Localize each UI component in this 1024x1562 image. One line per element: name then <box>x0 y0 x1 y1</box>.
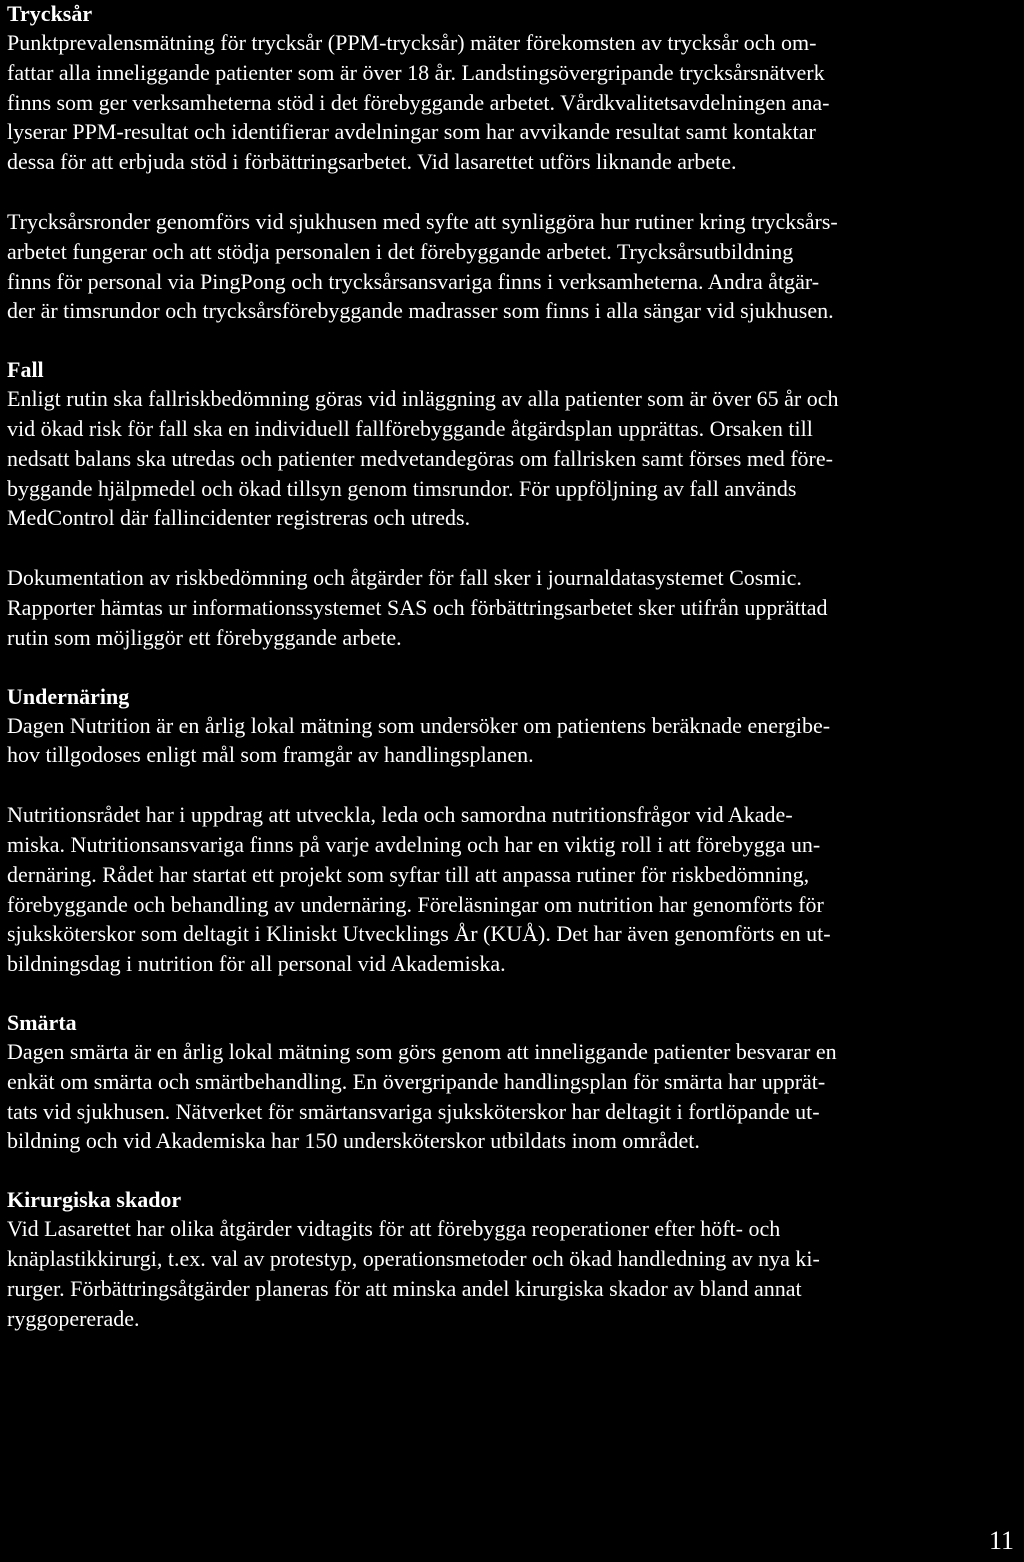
text-line: Dokumentation av riskbedömning och åtgärder för fall sker i journaldatasystemet Cosmic. <box>7 565 802 591</box>
section-kirurgiska-skador <box>7 1186 1021 1333</box>
text-line: Enligt rutin ska fallriskbedömning göras vid inläggning av alla patienter som är över 65 år och <box>7 386 839 412</box>
text-line: knäplastikkirurgi, t.ex. val av protestyp, operationsmetoder och ökad handledning av nya ki- <box>7 1245 820 1271</box>
text-line: Vid Lasarettet har olika åtgärder vidtagits för att förebygga reoperationer efter höft- och <box>7 1216 781 1242</box>
section-heading: Trycksår <box>7 1 93 26</box>
paragraph <box>7 207 1021 326</box>
text-line: arbetet fungerar och att stödja personalen i det förebyggande arbetet. Trycksårsutbildning <box>7 238 794 264</box>
paragraph <box>7 800 1021 979</box>
text-line: tats vid sjukhusen. Nätverket för smärtansvariga sjuksköterskor har deltagit i fortlöpande ut- <box>7 1098 820 1124</box>
text-line: fattar alla inneliggande patienter som är över 18 år. Landstingsövergripande trycksårsnätverk <box>7 59 825 85</box>
section-fall <box>7 356 1021 652</box>
text-line: Trycksårsronder genomförs vid sjukhusen med syfte att synliggöra hur rutiner kring trycksårs- <box>7 208 838 234</box>
text-line: vid ökad risk för fall ska en individuell fallförebyggande åtgärdsplan upprättas. Orsaken till <box>7 415 813 441</box>
text-line: Dagen smärta är en årlig lokal mätning som görs genom att inneliggande patienter besvarar en <box>7 1038 837 1064</box>
text-line: nedsatt balans ska utredas och patienter medvetandegöras om fallrisken samt förses med före- <box>7 445 833 471</box>
section-trycksar <box>7 0 1021 326</box>
paragraph <box>7 384 1021 533</box>
text-line: dernäring. Rådet har startat ett projekt som syftar till att anpassa rutiner för riskbedömning, <box>7 861 810 887</box>
text-line: rutin som möjliggör ett förebyggande arbete. <box>7 624 402 650</box>
text-line: lyserar PPM-resultat och identifierar avdelningar som har avvikande resultat samt kontaktar <box>7 119 816 145</box>
text-line: MedControl där fallincidenter registreras och utreds. <box>7 505 471 531</box>
paragraph <box>7 1214 1021 1333</box>
text-line: Nutritionsrådet har i uppdrag att utveckla, leda och samordna nutritionsfrågor vid Akade- <box>7 802 793 828</box>
text-line: finns för personal via PingPong och trycksårsansvariga finns i verksamheterna. Andra åtgär- <box>7 268 820 294</box>
text-line: Punktprevalensmätning för trycksår (PPM-trycksår) mäter förekomsten av trycksår och om- <box>7 30 817 55</box>
text-line: bildning och vid Akademiska har 150 undersköterskor utbildats inom området. <box>7 1128 700 1154</box>
text-line: ryggopererade. <box>7 1305 140 1331</box>
text-line: der är timsrundor och trycksårsförebyggande madrasser som finns i alla sängar vid sjukhusen. <box>7 298 834 324</box>
text-line: dessa för att erbjuda stöd i förbättringsarbetet. Vid lasarettet utförs liknande arbete. <box>7 149 737 175</box>
section-heading: Kirurgiska skador <box>7 1187 182 1213</box>
section-smarta <box>7 1009 1021 1156</box>
paragraph <box>7 563 1021 652</box>
paragraph <box>7 1037 1021 1156</box>
text-line: Dagen Nutrition är en årlig lokal mätning som undersöker om patientens beräknade energibe- <box>7 712 831 738</box>
paragraph <box>7 28 1021 177</box>
text-line: finns som ger verksamheterna stöd i det förebyggande arbetet. Vårdkvalitetsavdelningen ana- <box>7 89 830 115</box>
text-line: Rapporter hämtas ur informationssystemet SAS och förbättringsarbetet sker utifrån upprättad <box>7 594 828 620</box>
section-heading: Smärta <box>7 1009 77 1035</box>
text-line: förebyggande och behandling av undernäring. Föreläsningar om nutrition har genomförts för <box>7 891 824 917</box>
section-heading: Fall <box>7 357 44 383</box>
document-page <box>7 0 1021 1333</box>
text-line: rurger. Förbättringsåtgärder planeras för att minska andel kirurgiska skador av bland annat <box>7 1275 802 1301</box>
section-undernaring <box>7 683 1021 979</box>
text-line: miska. Nutritionsansvariga finns på varje avdelning och har en viktig roll i att förebygga un- <box>7 831 821 857</box>
paragraph <box>7 711 1021 771</box>
text-line: sjuksköterskor som deltagit i Kliniskt Utvecklings År (KUÅ). Det har även genomförts en ut- <box>7 921 831 947</box>
text-line: byggande hjälpmedel och ökad tillsyn genom timsrundor. För uppföljning av fall används <box>7 475 797 501</box>
page-number: 11 <box>988 1526 1014 1555</box>
text-line: enkät om smärta och smärtbehandling. En övergripande handlingsplan för smärta har upprät- <box>7 1068 826 1094</box>
section-heading: Undernäring <box>7 683 130 709</box>
text-line: hov tillgodoses enligt mål som framgår av handlingsplanen. <box>7 742 534 768</box>
text-line: bildningsdag i nutrition för all personal vid Akademiska. <box>7 951 506 977</box>
